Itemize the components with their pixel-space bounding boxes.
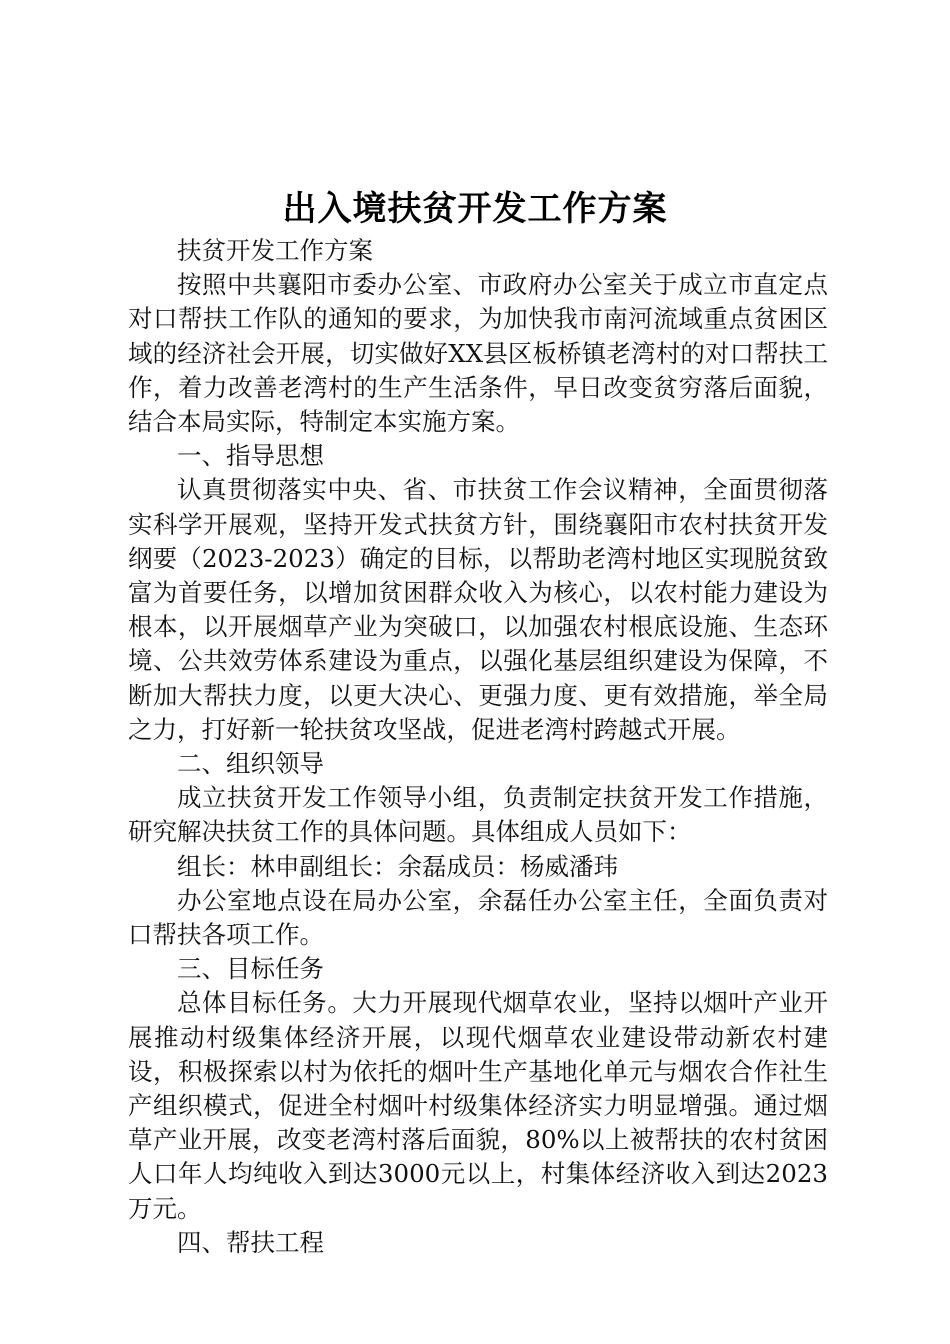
paragraph-organization: 成立扶贫开发工作领导小组，负责制定扶贫开发工作措施，研究解决扶贫工作的具体问题。具体组成人员如下： — [128, 783, 828, 847]
document-body — [128, 234, 828, 1260]
section-heading-guiding-thought: 一、指导思想 — [177, 441, 324, 471]
paragraph-members: 组长：林申副组长：余磊成员：杨威潘玮 — [177, 851, 618, 881]
section-heading-targets: 三、目标任务 — [177, 954, 324, 984]
section-heading-organization: 二、组织领导 — [177, 749, 324, 779]
document-title: 出入境扶贫开发工作方案 — [282, 189, 668, 229]
paragraph-office: 办公室地点设在局办公室，余磊任办公室主任，全面负责对口帮扶各项工作。 — [128, 885, 828, 950]
paragraph-targets: 总体目标任务。大力开展现代烟草农业，坚持以烟叶产业开展推动村级集体经济开展，以现代烟草农业建设带动新农村建设，积极探索以村为依托的烟叶生产基地化单元与烟农合作社生产组织模式，促进全村烟叶村级集体经济实力明显增强。通过烟草产业开展，改变老湾村落后面貌，80%以上被帮扶的农村贫困人口年人均纯收入到达3000元以上，村集体经济收入到达2023万元。 — [128, 988, 828, 1223]
paragraph-subtitle: 扶贫开发工作方案 — [177, 236, 373, 265]
section-heading-projects: 四、帮扶工程 — [177, 1227, 324, 1257]
paragraph-intro: 按照中共襄阳市委办公室、市政府办公室关于成立市直定点对口帮扶工作队的通知的要求，为加快我市南河流域重点贫困区域的经济社会开展，切实做好XX县区板桥镇老湾村的对口帮扶工作，着力改善老湾村的生产生活条件，早日改变贫穷落后面貌，结合本局实际，特制定本实施方案。 — [128, 270, 828, 437]
paragraph-guiding-thought: 认真贯彻落实中央、省、市扶贫工作会议精神，全面贯彻落实科学开展观，坚持开发式扶贫方针，围绕襄阳市农村扶贫开发纲要（2023-2023）确定的目标，以帮助老湾村地区实现脱贫致富为首要任务，以增加贫困群众收入为核心，以农村能力建设为根本，以开展烟草产业为突破口，以加强农村根底设施、生态环境、公共效劳体系建设为重点，以强化基层组织建设为保障，不断加大帮扶力度，以更大决心、更强力度、更有效措施，举全局之力，打好新一轮扶贫攻坚战，促进老湾村跨越式开展。 — [128, 475, 828, 744]
